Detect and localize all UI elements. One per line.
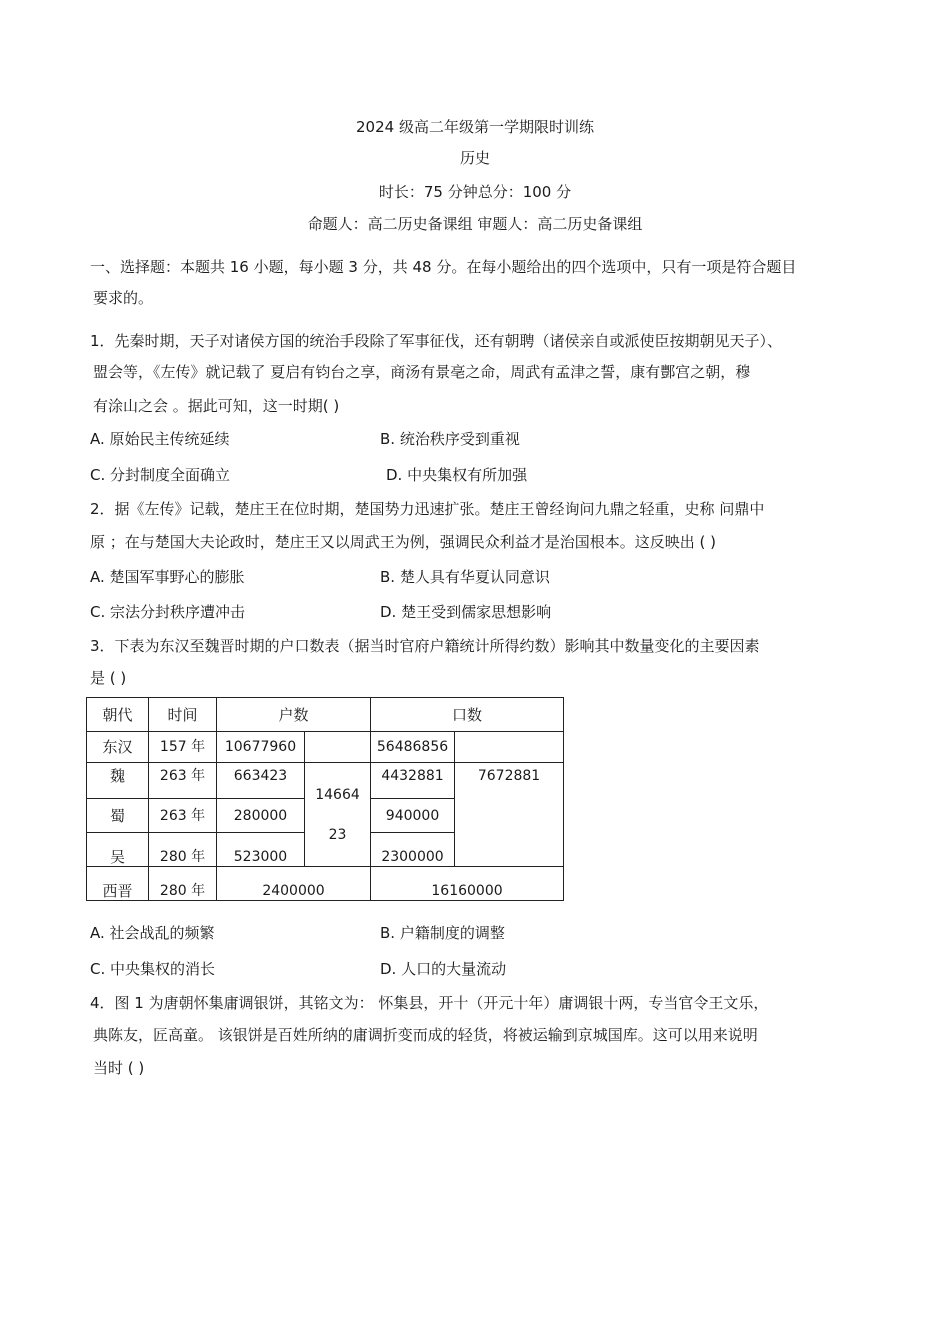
cell-population-total bbox=[455, 732, 564, 763]
cell-population: 56486856 bbox=[371, 732, 455, 763]
cell-households: 663423 bbox=[217, 763, 305, 799]
households-total-part2: 23 bbox=[328, 826, 347, 843]
q4-stem-line3: 当时 ( ) bbox=[93, 1059, 145, 1077]
q1-option-a: A. 原始民主传统延续 bbox=[90, 430, 230, 448]
exam-title: 2024 级高二年级第一学期限时训练 bbox=[356, 118, 594, 136]
cell-households-total bbox=[305, 732, 371, 763]
cell-time: 263 年 bbox=[149, 799, 217, 833]
cell-population: 2300000 bbox=[371, 833, 455, 867]
section-instruction: 一、选择题：本题共 16 小题，每小题 3 分，共 48 分。在每小题给出的四个选项中，只有一项是符合题目 bbox=[90, 258, 797, 276]
cell-population: 16160000 bbox=[371, 867, 564, 901]
cell-households: 280000 bbox=[217, 799, 305, 833]
cell-dynasty: 东汉 bbox=[87, 732, 149, 763]
cell-three-kingdoms-population-total: 7672881 bbox=[455, 763, 564, 867]
table-row bbox=[87, 732, 564, 763]
q4-stem-line1: 4．图 1 为唐朝怀集庸调银饼，其铭文为： 怀集县，开十（开元十年）庸调银十两，专当官令王文乐， bbox=[90, 994, 769, 1012]
q3-option-d: D. 人口的大量流动 bbox=[380, 960, 507, 978]
table-row bbox=[87, 867, 564, 901]
q4-stem-line2: 典陈友，匠高童。 该银饼是百姓所纳的庸调折变而成的轻货，将被运输到京城国库。这可以用来说明 bbox=[93, 1026, 758, 1044]
q1-option-c: C. 分封制度全面确立 bbox=[90, 466, 231, 484]
subject-title: 历史 bbox=[459, 149, 490, 167]
authors-info: 命题人：高二历史备课组 审题人：高二历史备课组 bbox=[307, 215, 643, 233]
q2-option-a: A. 楚国军事野心的膨胀 bbox=[90, 568, 245, 586]
cell-dynasty: 蜀 bbox=[87, 799, 149, 833]
section-instruction-cont: 要求的。 bbox=[93, 289, 154, 307]
cell-time: 280 年 bbox=[149, 867, 217, 901]
q1-stem-line3: 有涂山之会 。据此可知，这一时期( ) bbox=[93, 397, 340, 415]
cell-three-kingdoms-households-total bbox=[305, 763, 371, 867]
cell-dynasty: 西晋 bbox=[87, 867, 149, 901]
table-header-row bbox=[87, 698, 564, 732]
households-total-part1: 14664 bbox=[315, 786, 360, 803]
cell-population: 940000 bbox=[371, 799, 455, 833]
q2-option-b: B. 楚人具有华夏认同意识 bbox=[380, 568, 550, 586]
q1-stem-line1: 1．先秦时期，天子对诸侯方国的统治手段除了军事征伐，还有朝聘（诸侯亲自或派使臣按期朝见天子）、 bbox=[90, 332, 783, 350]
q3-stem-line2: 是 ( ) bbox=[90, 669, 127, 687]
population-table bbox=[86, 697, 564, 901]
q2-stem-line2: 原 ；在与楚国大夫论政时，楚庄王又以周武王为例，强调民众利益才是治国根本。这反映出 ( ) bbox=[90, 533, 717, 551]
q2-option-c: C. 宗法分封秩序遭冲击 bbox=[90, 603, 246, 621]
cell-dynasty: 吴 bbox=[87, 833, 149, 867]
cell-time: 157 年 bbox=[149, 732, 217, 763]
q1-stem-line2: 盟会等，《左传》就记载了 夏启有钧台之享，商汤有景亳之命，周武有孟津之誓，康有酆宫之朝，穆 bbox=[93, 363, 751, 381]
q3-option-c: C. 中央集权的消长 bbox=[90, 960, 216, 978]
table-row bbox=[87, 763, 564, 799]
q3-stem-line1: 3．下表为东汉至魏晋时期的户口数表（据当时官府户籍统计所得约数）影响其中数量变化的主要因素 bbox=[90, 637, 760, 655]
q2-stem-line1: 2．据《左传》记载，楚庄王在位时期，楚国势力迅速扩张。楚庄王曾经询问九鼎之轻重，史称 问鼎中 bbox=[90, 500, 765, 518]
q2-option-d: D. 楚王受到儒家思想影响 bbox=[380, 603, 552, 621]
q3-option-a: A. 社会战乱的频繁 bbox=[90, 924, 215, 942]
cell-time: 280 年 bbox=[149, 833, 217, 867]
cell-households: 523000 bbox=[217, 833, 305, 867]
header-time: 时间 bbox=[149, 698, 217, 732]
duration-info: 时长：75 分钟总分：100 分 bbox=[378, 183, 572, 201]
cell-population: 4432881 bbox=[371, 763, 455, 799]
cell-households: 2400000 bbox=[217, 867, 371, 901]
header-dynasty: 朝代 bbox=[87, 698, 149, 732]
cell-dynasty: 魏 bbox=[87, 763, 149, 799]
header-households: 户数 bbox=[217, 698, 371, 732]
q3-option-b: B. 户籍制度的调整 bbox=[380, 924, 505, 942]
header-population: 口数 bbox=[371, 698, 564, 732]
cell-time: 263 年 bbox=[149, 763, 217, 799]
q1-option-d: D. 中央集权有所加强 bbox=[386, 466, 528, 484]
cell-households: 10677960 bbox=[217, 732, 305, 763]
q1-option-b: B. 统治秩序受到重视 bbox=[380, 430, 520, 448]
